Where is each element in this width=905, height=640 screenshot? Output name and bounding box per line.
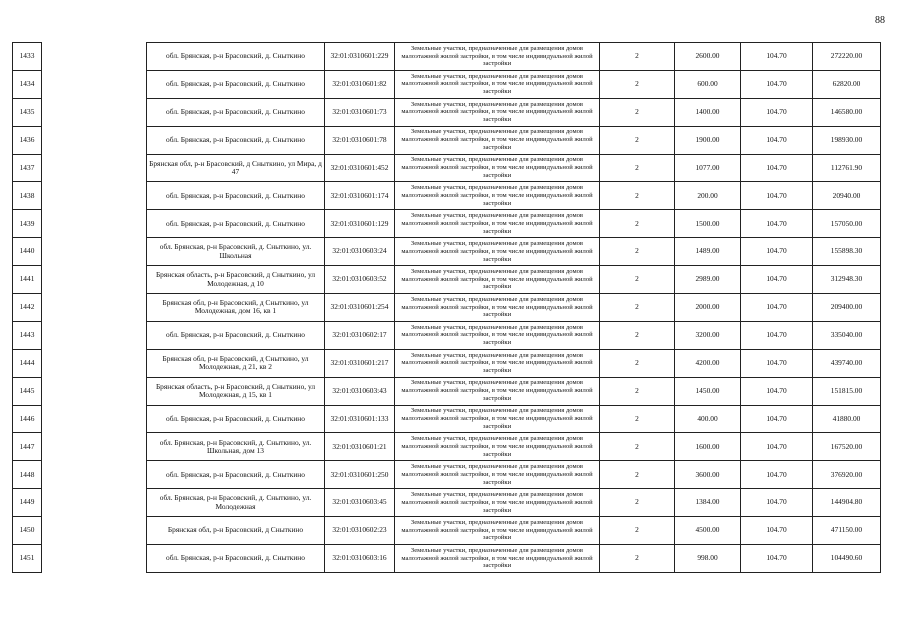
land-use-purpose-cell: Земельные участки, предназначенные для размещения домов малоэтажной жилой застройки, в том числе индивидуальной жилой застройки: [395, 43, 600, 71]
table-row: [13, 433, 881, 461]
table-row: [13, 489, 881, 517]
rate-cell: 104.70: [741, 461, 813, 489]
cadastral-number-cell: 32:01:0310602:17: [325, 321, 395, 349]
table-row: [13, 126, 881, 154]
row-number-cell: 1439: [13, 210, 42, 238]
row-number-cell: 1451: [13, 545, 42, 573]
address-cell: Брянская обл, р-н Брасовский, д Сныткино, ул Молодежная, д 21, кв 2: [147, 349, 325, 377]
land-use-purpose-cell: Земельные участки, предназначенные для размещения домов малоэтажной жилой застройки, в том числе индивидуальной жилой застройки: [395, 433, 600, 461]
group-cell: 2: [600, 461, 675, 489]
land-use-purpose-cell: Земельные участки, предназначенные для размещения домов малоэтажной жилой застройки, в том числе индивидуальной жилой застройки: [395, 517, 600, 545]
address-cell: обл. Брянская, р-н Брасовский, д. Сныткино: [147, 321, 325, 349]
land-use-purpose-cell: Земельные участки, предназначенные для размещения домов малоэтажной жилой застройки, в том числе индивидуальной жилой застройки: [395, 321, 600, 349]
empty-gap-cell: [42, 321, 147, 349]
cadastral-number-cell: 32:01:0310601:452: [325, 154, 395, 182]
cadastral-value-cell: 312948.30: [813, 266, 881, 294]
area-cell: 1400.00: [675, 98, 741, 126]
group-cell: 2: [600, 210, 675, 238]
group-cell: 2: [600, 405, 675, 433]
cadastral-value-cell: 20940.00: [813, 182, 881, 210]
empty-gap-cell: [42, 349, 147, 377]
cadastral-number-cell: 32:01:0310601:73: [325, 98, 395, 126]
area-cell: 1450.00: [675, 377, 741, 405]
cadastral-number-cell: 32:01:0310601:254: [325, 294, 395, 322]
empty-gap-cell: [42, 517, 147, 545]
address-cell: обл. Брянская, р-н Брасовский, д. Сныткино, ул. Молодежная: [147, 489, 325, 517]
area-cell: 4500.00: [675, 517, 741, 545]
area-cell: 600.00: [675, 70, 741, 98]
table-row: [13, 266, 881, 294]
group-cell: 2: [600, 154, 675, 182]
cadastral-number-cell: 32:01:0310601:217: [325, 349, 395, 377]
rate-cell: 104.70: [741, 70, 813, 98]
cadastral-number-cell: 32:01:0310601:174: [325, 182, 395, 210]
cadastral-value-cell: 41880.00: [813, 405, 881, 433]
cadastral-number-cell: 32:01:0310601:229: [325, 43, 395, 71]
rate-cell: 104.70: [741, 294, 813, 322]
table-body: [13, 43, 881, 573]
empty-gap-cell: [42, 43, 147, 71]
cadastral-value-cell: 155898.30: [813, 238, 881, 266]
land-use-purpose-cell: Земельные участки, предназначенные для размещения домов малоэтажной жилой застройки, в том числе индивидуальной жилой застройки: [395, 238, 600, 266]
row-number-cell: 1437: [13, 154, 42, 182]
table-row: [13, 70, 881, 98]
group-cell: 2: [600, 294, 675, 322]
row-number-cell: 1444: [13, 349, 42, 377]
table-row: [13, 517, 881, 545]
row-number-cell: 1438: [13, 182, 42, 210]
row-number-cell: 1433: [13, 43, 42, 71]
table-row: [13, 98, 881, 126]
rate-cell: 104.70: [741, 182, 813, 210]
rate-cell: 104.70: [741, 433, 813, 461]
row-number-cell: 1434: [13, 70, 42, 98]
land-use-purpose-cell: Земельные участки, предназначенные для размещения домов малоэтажной жилой застройки, в том числе индивидуальной жилой застройки: [395, 405, 600, 433]
area-cell: 2989.00: [675, 266, 741, 294]
land-use-purpose-cell: Земельные участки, предназначенные для размещения домов малоэтажной жилой застройки, в том числе индивидуальной жилой застройки: [395, 461, 600, 489]
empty-gap-cell: [42, 461, 147, 489]
cadastral-number-cell: 32:01:0310603:45: [325, 489, 395, 517]
empty-gap-cell: [42, 433, 147, 461]
row-number-cell: 1445: [13, 377, 42, 405]
group-cell: 2: [600, 238, 675, 266]
table-row: [13, 405, 881, 433]
land-use-purpose-cell: Земельные участки, предназначенные для размещения домов малоэтажной жилой застройки, в том числе индивидуальной жилой застройки: [395, 70, 600, 98]
empty-gap-cell: [42, 182, 147, 210]
rate-cell: 104.70: [741, 98, 813, 126]
area-cell: 1489.00: [675, 238, 741, 266]
group-cell: 2: [600, 377, 675, 405]
table-row: [13, 182, 881, 210]
table-row: [13, 461, 881, 489]
row-number-cell: 1450: [13, 517, 42, 545]
cadastral-value-cell: 209400.00: [813, 294, 881, 322]
group-cell: 2: [600, 43, 675, 71]
address-cell: Брянская область, р-н Брасовский, д Сныткино, ул Молодежная, д 10: [147, 266, 325, 294]
address-cell: Брянская область, р-н Брасовский, д Сныткино, ул Молодежная, д 15, кв 1: [147, 377, 325, 405]
empty-gap-cell: [42, 126, 147, 154]
address-cell: обл. Брянская, р-н Брасовский, д. Сныткино: [147, 405, 325, 433]
empty-gap-cell: [42, 98, 147, 126]
cadastral-value-cell: 335040.00: [813, 321, 881, 349]
address-cell: обл. Брянская, р-н Брасовский, д. Сныткино: [147, 210, 325, 238]
land-plot-table: [12, 42, 881, 573]
rate-cell: 104.70: [741, 545, 813, 573]
address-cell: обл. Брянская, р-н Брасовский, д. Сныткино: [147, 70, 325, 98]
empty-gap-cell: [42, 266, 147, 294]
rate-cell: 104.70: [741, 517, 813, 545]
area-cell: 2600.00: [675, 43, 741, 71]
cadastral-number-cell: 32:01:0310602:23: [325, 517, 395, 545]
table-row: [13, 154, 881, 182]
cadastral-value-cell: 471150.00: [813, 517, 881, 545]
table-row: [13, 321, 881, 349]
rate-cell: 104.70: [741, 43, 813, 71]
page-number: 88: [875, 15, 885, 26]
table-row: [13, 238, 881, 266]
cadastral-value-cell: 439740.00: [813, 349, 881, 377]
land-use-purpose-cell: Земельные участки, предназначенные для размещения домов малоэтажной жилой застройки, в том числе индивидуальной жилой застройки: [395, 266, 600, 294]
area-cell: 1384.00: [675, 489, 741, 517]
group-cell: 2: [600, 517, 675, 545]
group-cell: 2: [600, 266, 675, 294]
empty-gap-cell: [42, 70, 147, 98]
empty-gap-cell: [42, 545, 147, 573]
rate-cell: 104.70: [741, 349, 813, 377]
group-cell: 2: [600, 70, 675, 98]
area-cell: 2000.00: [675, 294, 741, 322]
address-cell: Брянская обл, р-н Брасовский, д Сныткино: [147, 517, 325, 545]
rate-cell: 104.70: [741, 489, 813, 517]
land-use-purpose-cell: Земельные участки, предназначенные для размещения домов малоэтажной жилой застройки, в том числе индивидуальной жилой застройки: [395, 182, 600, 210]
row-number-cell: 1443: [13, 321, 42, 349]
table-row: [13, 377, 881, 405]
rate-cell: 104.70: [741, 154, 813, 182]
land-use-purpose-cell: Земельные участки, предназначенные для размещения домов малоэтажной жилой застройки, в том числе индивидуальной жилой застройки: [395, 210, 600, 238]
table-row: [13, 349, 881, 377]
row-number-cell: 1449: [13, 489, 42, 517]
cadastral-number-cell: 32:01:0310603:43: [325, 377, 395, 405]
area-cell: 200.00: [675, 182, 741, 210]
empty-gap-cell: [42, 210, 147, 238]
address-cell: обл. Брянская, р-н Брасовский, д. Сныткино: [147, 98, 325, 126]
group-cell: 2: [600, 321, 675, 349]
address-cell: обл. Брянская, р-н Брасовский, д. Сныткино: [147, 182, 325, 210]
cadastral-value-cell: 144904.80: [813, 489, 881, 517]
area-cell: 400.00: [675, 405, 741, 433]
empty-gap-cell: [42, 238, 147, 266]
cadastral-value-cell: 167520.00: [813, 433, 881, 461]
row-number-cell: 1440: [13, 238, 42, 266]
address-cell: обл. Брянская, р-н Брасовский, д. Сныткино, ул. Школьная, дом 13: [147, 433, 325, 461]
cadastral-value-cell: 104490.60: [813, 545, 881, 573]
land-use-purpose-cell: Земельные участки, предназначенные для размещения домов малоэтажной жилой застройки, в том числе индивидуальной жилой застройки: [395, 377, 600, 405]
cadastral-number-cell: 32:01:0310603:16: [325, 545, 395, 573]
row-number-cell: 1448: [13, 461, 42, 489]
land-use-purpose-cell: Земельные участки, предназначенные для размещения домов малоэтажной жилой застройки, в том числе индивидуальной жилой застройки: [395, 489, 600, 517]
empty-gap-cell: [42, 405, 147, 433]
cadastral-number-cell: 32:01:0310601:82: [325, 70, 395, 98]
rate-cell: 104.70: [741, 405, 813, 433]
land-use-purpose-cell: Земельные участки, предназначенные для размещения домов малоэтажной жилой застройки, в том числе индивидуальной жилой застройки: [395, 294, 600, 322]
rate-cell: 104.70: [741, 210, 813, 238]
address-cell: обл. Брянская, р-н Брасовский, д. Сныткино: [147, 545, 325, 573]
cadastral-value-cell: 376920.00: [813, 461, 881, 489]
cadastral-number-cell: 32:01:0310601:129: [325, 210, 395, 238]
address-cell: обл. Брянская, р-н Брасовский, д. Сныткино: [147, 461, 325, 489]
area-cell: 3200.00: [675, 321, 741, 349]
land-use-purpose-cell: Земельные участки, предназначенные для размещения домов малоэтажной жилой застройки, в том числе индивидуальной жилой застройки: [395, 545, 600, 573]
land-use-purpose-cell: Земельные участки, предназначенные для размещения домов малоэтажной жилой застройки, в том числе индивидуальной жилой застройки: [395, 349, 600, 377]
rate-cell: 104.70: [741, 126, 813, 154]
cadastral-number-cell: 32:01:0310603:52: [325, 266, 395, 294]
group-cell: 2: [600, 98, 675, 126]
area-cell: 4200.00: [675, 349, 741, 377]
land-use-purpose-cell: Земельные участки, предназначенные для размещения домов малоэтажной жилой застройки, в том числе индивидуальной жилой застройки: [395, 126, 600, 154]
cadastral-number-cell: 32:01:0310601:78: [325, 126, 395, 154]
address-cell: обл. Брянская, р-н Брасовский, д. Сныткино: [147, 126, 325, 154]
area-cell: 1900.00: [675, 126, 741, 154]
empty-gap-cell: [42, 489, 147, 517]
address-cell: обл. Брянская, р-н Брасовский, д. Сныткино: [147, 43, 325, 71]
empty-gap-cell: [42, 377, 147, 405]
address-cell: обл. Брянская, р-н Брасовский, д. Сныткино, ул. Школьная: [147, 238, 325, 266]
cadastral-value-cell: 151815.00: [813, 377, 881, 405]
empty-gap-cell: [42, 294, 147, 322]
rate-cell: 104.70: [741, 321, 813, 349]
row-number-cell: 1435: [13, 98, 42, 126]
cadastral-value-cell: 157050.00: [813, 210, 881, 238]
empty-gap-cell: [42, 154, 147, 182]
area-cell: 3600.00: [675, 461, 741, 489]
rate-cell: 104.70: [741, 238, 813, 266]
area-cell: 1600.00: [675, 433, 741, 461]
cadastral-number-cell: 32:01:0310601:21: [325, 433, 395, 461]
area-cell: 1500.00: [675, 210, 741, 238]
cadastral-number-cell: 32:01:0310601:250: [325, 461, 395, 489]
cadastral-value-cell: 112761.90: [813, 154, 881, 182]
cadastral-value-cell: 198930.00: [813, 126, 881, 154]
row-number-cell: 1441: [13, 266, 42, 294]
group-cell: 2: [600, 349, 675, 377]
area-cell: 998.00: [675, 545, 741, 573]
address-cell: Брянская обл, р-н Брасовский, д Сныткино, ул Мира, д 47: [147, 154, 325, 182]
cadastral-number-cell: 32:01:0310603:24: [325, 238, 395, 266]
group-cell: 2: [600, 126, 675, 154]
row-number-cell: 1436: [13, 126, 42, 154]
table-row: [13, 294, 881, 322]
row-number-cell: 1442: [13, 294, 42, 322]
group-cell: 2: [600, 545, 675, 573]
table-row: [13, 43, 881, 71]
rate-cell: 104.70: [741, 266, 813, 294]
row-number-cell: 1447: [13, 433, 42, 461]
area-cell: 1077.00: [675, 154, 741, 182]
group-cell: 2: [600, 182, 675, 210]
rate-cell: 104.70: [741, 377, 813, 405]
cadastral-number-cell: 32:01:0310601:133: [325, 405, 395, 433]
group-cell: 2: [600, 489, 675, 517]
cadastral-value-cell: 146580.00: [813, 98, 881, 126]
group-cell: 2: [600, 433, 675, 461]
cadastral-value-cell: 62820.00: [813, 70, 881, 98]
land-use-purpose-cell: Земельные участки, предназначенные для размещения домов малоэтажной жилой застройки, в том числе индивидуальной жилой застройки: [395, 154, 600, 182]
land-use-purpose-cell: Земельные участки, предназначенные для размещения домов малоэтажной жилой застройки, в том числе индивидуальной жилой застройки: [395, 98, 600, 126]
table-row: [13, 545, 881, 573]
address-cell: Брянская обл, р-н Брасовский, д Сныткино, ул Молодежная, дом 16, кв 1: [147, 294, 325, 322]
cadastral-value-cell: 272220.00: [813, 43, 881, 71]
row-number-cell: 1446: [13, 405, 42, 433]
table-row: [13, 210, 881, 238]
